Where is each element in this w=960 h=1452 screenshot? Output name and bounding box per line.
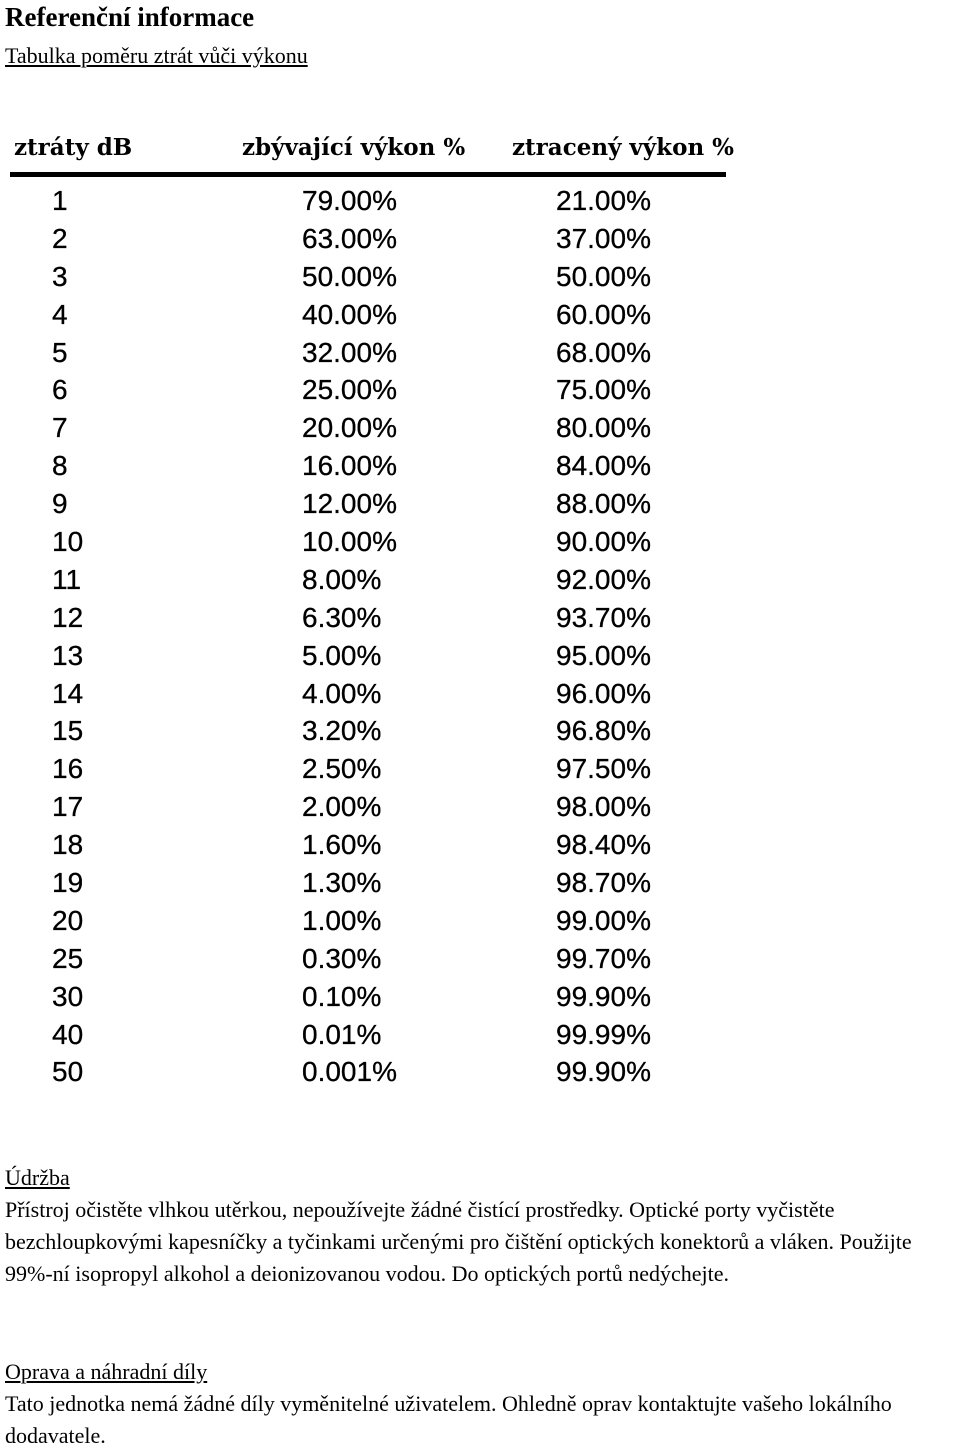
cell-remaining-power: 0.001% — [302, 1056, 397, 1088]
cell-remaining-power: 4.00% — [302, 677, 382, 709]
maintenance-section — [5, 1162, 955, 1290]
header-loss-db: ztráty dB — [14, 134, 133, 161]
cell-lost-power: 92.00% — [556, 563, 651, 595]
cell-remaining-power: 20.00% — [302, 412, 397, 444]
table-row — [10, 220, 726, 258]
cell-lost-power: 68.00% — [556, 336, 651, 368]
cell-lost-power: 99.99% — [556, 1018, 651, 1050]
cell-loss-db: 6 — [52, 374, 68, 406]
table-row — [10, 334, 726, 372]
repair-heading: Oprava a náhradní díly — [5, 1359, 208, 1384]
table-body — [10, 182, 726, 1091]
cell-remaining-power: 10.00% — [302, 526, 397, 558]
cell-lost-power: 60.00% — [556, 298, 651, 330]
cell-loss-db: 2 — [52, 222, 68, 254]
cell-remaining-power: 32.00% — [302, 336, 397, 368]
cell-remaining-power: 50.00% — [302, 260, 397, 292]
table-row — [10, 712, 726, 750]
cell-lost-power: 37.00% — [556, 222, 651, 254]
table-row — [10, 864, 726, 902]
cell-loss-db: 40 — [52, 1018, 84, 1050]
cell-remaining-power: 12.00% — [302, 488, 397, 520]
table-row — [10, 447, 726, 485]
table-row — [10, 826, 726, 864]
loss-power-table — [10, 128, 735, 1091]
cell-loss-db: 3 — [52, 260, 68, 292]
repair-text: Tato jednotka nemá žádné díly vyměnitelné uživatelem. Ohledně oprav kontaktujte vašeho lokálního dodavatele. — [5, 1391, 892, 1448]
cell-remaining-power: 25.00% — [302, 374, 397, 406]
cell-lost-power: 99.90% — [556, 1056, 651, 1088]
maintenance-heading: Údržba — [5, 1165, 70, 1190]
table-row — [10, 258, 726, 296]
cell-loss-db: 19 — [52, 867, 84, 899]
cell-loss-db: 30 — [52, 980, 84, 1012]
cell-remaining-power: 5.00% — [302, 639, 382, 671]
table-row — [10, 940, 726, 978]
cell-lost-power: 95.00% — [556, 639, 651, 671]
cell-loss-db: 12 — [52, 601, 84, 633]
page-title: Referenční informace — [5, 2, 255, 32]
cell-lost-power: 88.00% — [556, 488, 651, 520]
cell-remaining-power: 1.00% — [302, 904, 382, 936]
cell-remaining-power: 2.00% — [302, 791, 382, 823]
table-row — [10, 523, 726, 561]
cell-loss-db: 10 — [52, 526, 84, 558]
cell-remaining-power: 16.00% — [302, 450, 397, 482]
cell-lost-power: 84.00% — [556, 450, 651, 482]
table-row — [10, 978, 726, 1016]
cell-loss-db: 7 — [52, 412, 68, 444]
cell-remaining-power: 0.10% — [302, 980, 382, 1012]
header-lost-power: ztracený výkon % — [512, 134, 735, 161]
table-row — [10, 561, 726, 599]
cell-lost-power: 96.00% — [556, 677, 651, 709]
cell-lost-power: 96.80% — [556, 715, 651, 747]
cell-loss-db: 14 — [52, 677, 84, 709]
table-row — [10, 750, 726, 788]
cell-lost-power: 21.00% — [556, 185, 651, 216]
cell-loss-db: 16 — [52, 753, 84, 785]
table-row — [10, 637, 726, 675]
maintenance-text: Přístroj očistěte vlhkou utěrkou, nepoužívejte žádné čistící prostředky. Optické porty vyčistěte bezchloupkovými kapesníčky a tyčinkami určenými pro čištění optických konektorů a vláken. Použijte 99%-ní isopropyl alkohol a deionizovanou vodou. Do optických portů nedýchejte. — [5, 1197, 912, 1286]
cell-remaining-power: 2.50% — [302, 753, 382, 785]
table-header — [10, 128, 735, 177]
cell-remaining-power: 0.01% — [302, 1018, 382, 1050]
cell-lost-power: 98.40% — [556, 829, 651, 861]
table-row — [10, 182, 726, 220]
cell-lost-power: 97.50% — [556, 753, 651, 785]
cell-lost-power: 99.00% — [556, 904, 651, 936]
cell-loss-db: 25 — [52, 942, 84, 974]
cell-lost-power: 75.00% — [556, 374, 651, 406]
cell-lost-power: 90.00% — [556, 526, 651, 558]
page-subtitle: Tabulka poměru ztrát vůči výkonu — [5, 43, 308, 68]
cell-remaining-power: 40.00% — [302, 298, 397, 330]
cell-lost-power: 99.90% — [556, 980, 651, 1012]
cell-remaining-power: 63.00% — [302, 222, 397, 254]
cell-remaining-power: 1.60% — [302, 829, 382, 861]
table-row — [10, 371, 726, 409]
table-row — [10, 1016, 726, 1054]
table-row — [10, 788, 726, 826]
cell-remaining-power: 3.20% — [302, 715, 382, 747]
table-row — [10, 485, 726, 523]
cell-loss-db: 9 — [52, 488, 68, 520]
table-row — [10, 409, 726, 447]
cell-loss-db: 11 — [52, 563, 82, 595]
cell-loss-db: 20 — [52, 904, 84, 936]
cell-loss-db: 18 — [52, 829, 84, 861]
cell-remaining-power: 1.30% — [302, 867, 382, 899]
cell-loss-db: 4 — [52, 298, 68, 330]
cell-remaining-power: 79.00% — [302, 185, 397, 216]
cell-loss-db: 5 — [52, 336, 68, 368]
table-row — [10, 902, 726, 940]
cell-loss-db: 15 — [52, 715, 84, 747]
cell-lost-power: 93.70% — [556, 601, 651, 633]
cell-remaining-power: 0.30% — [302, 942, 382, 974]
table-row — [10, 599, 726, 637]
cell-loss-db: 8 — [52, 450, 68, 482]
cell-remaining-power: 6.30% — [302, 601, 382, 633]
cell-loss-db: 50 — [52, 1056, 84, 1088]
repair-section — [5, 1356, 955, 1452]
table-row — [10, 675, 726, 713]
cell-lost-power: 98.00% — [556, 791, 651, 823]
cell-lost-power: 80.00% — [556, 412, 651, 444]
cell-loss-db: 1 — [52, 185, 68, 216]
cell-lost-power: 50.00% — [556, 260, 651, 292]
cell-remaining-power: 8.00% — [302, 563, 382, 595]
table-row — [10, 1053, 726, 1091]
cell-lost-power: 98.70% — [556, 867, 651, 899]
cell-loss-db: 17 — [52, 791, 84, 823]
table-row — [10, 296, 726, 334]
cell-lost-power: 99.70% — [556, 942, 651, 974]
cell-loss-db: 13 — [52, 639, 84, 671]
header-remaining-power: zbývající výkon % — [242, 134, 466, 161]
